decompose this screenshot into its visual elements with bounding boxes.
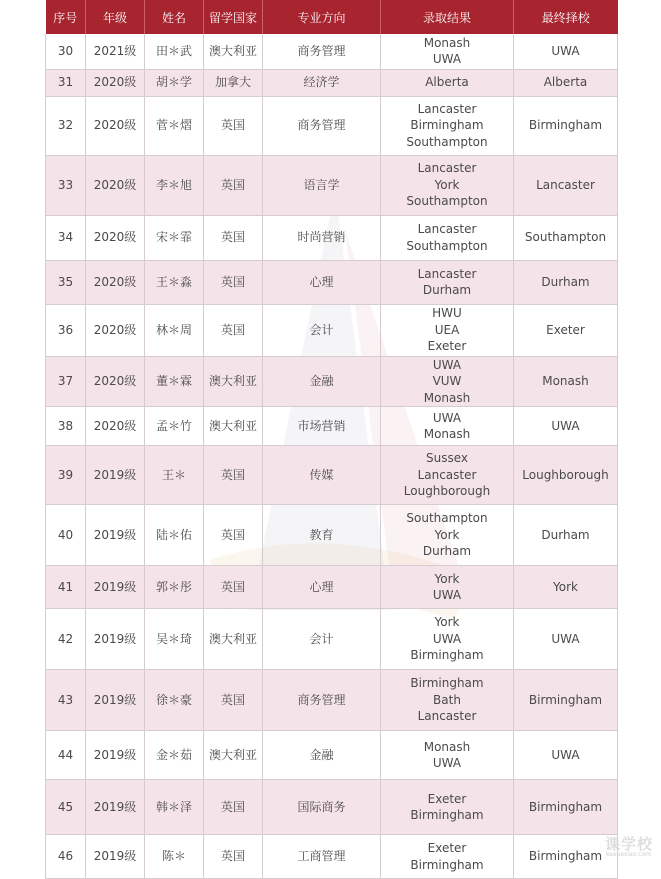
result-school: Lancaster [417,101,477,116]
result-school: UWA [432,631,462,646]
cell-final-choice: Birmingham [514,96,618,155]
cell-index: 40 [46,505,86,566]
result-school: UWA [432,52,462,67]
cell-index: 36 [46,304,86,356]
result-school: Southampton [406,511,488,526]
table-row [46,835,618,879]
cell-country: 英国 [204,215,263,260]
result-school: Lancaster [417,709,477,724]
cell-final-choice: Durham [514,260,618,304]
cell-grade: 2020级 [86,155,145,215]
table-row [46,356,618,407]
table-row [46,670,618,731]
result-school: York [434,177,460,192]
result-school: Monash [423,390,471,405]
cell-grade: 2019级 [86,566,145,609]
header-name: 姓名 [145,0,204,34]
cell-index: 31 [46,69,86,96]
cell-final-choice: Lancaster [514,155,618,215]
result-school: UWA [432,756,462,770]
cell-major: 市场营销 [263,407,381,446]
admissions-table-container [45,0,617,872]
cell-index: 44 [46,731,86,780]
cell-results [381,356,514,407]
cell-results [381,566,514,609]
table-row [46,155,618,215]
site-url: kexuexiao.com [606,851,651,858]
cell-name: 林＊周 [145,304,204,356]
result-school: Bath [433,692,461,707]
table-row [46,609,618,670]
cell-index: 38 [46,407,86,446]
cell-results [381,609,514,670]
table-row [46,34,618,69]
cell-results [381,96,514,155]
cell-name: 王＊淼 [145,260,204,304]
site-logo: 课学校 [604,835,653,853]
table-row [46,407,618,446]
cell-grade: 2019级 [86,731,145,780]
cell-country: 英国 [204,446,263,505]
result-school: HWU [432,306,462,321]
cell-name: 田＊武 [145,34,204,69]
cell-major: 经济学 [263,69,381,96]
cell-name: 郭＊彤 [145,566,204,609]
cell-final-choice: UWA [514,731,618,780]
cell-index: 43 [46,670,86,731]
result-school: Birmingham [410,648,484,663]
cell-country: 英国 [204,566,263,609]
cell-country: 英国 [204,96,263,155]
cell-name: 陈＊ [145,835,204,879]
cell-final-choice: Southampton [514,215,618,260]
result-school: Monash [423,35,471,50]
cell-name: 李＊旭 [145,155,204,215]
result-school: Monash [423,739,471,754]
cell-final-choice: UWA [514,407,618,446]
cell-country: 英国 [204,304,263,356]
result-school: Birmingham [410,118,484,133]
cell-index: 37 [46,356,86,407]
cell-index: 45 [46,780,86,835]
cell-results [381,505,514,566]
cell-country: 澳大利亚 [204,407,263,446]
cell-results [381,670,514,731]
cell-major: 金融 [263,356,381,407]
admissions-table [45,0,618,879]
result-school: York [434,571,460,586]
cell-results [381,835,514,879]
table-row [46,566,618,609]
cell-final-choice: Exeter [514,304,618,356]
result-school: Loughborough [403,484,491,499]
cell-major: 会计 [263,609,381,670]
cell-grade: 2019级 [86,670,145,731]
result-school: Exeter [427,339,467,354]
cell-grade: 2019级 [86,609,145,670]
result-school: UEA [434,322,460,337]
cell-name: 韩＊泽 [145,780,204,835]
result-school: Birmingham [410,808,484,822]
cell-country: 澳大利亚 [204,356,263,407]
cell-name: 胡＊学 [145,69,204,96]
table-row [46,69,618,96]
result-school: VUW [432,374,462,388]
cell-name: 菅＊熠 [145,96,204,155]
cell-grade: 2020级 [86,215,145,260]
cell-final-choice: Alberta [514,69,618,96]
cell-country: 澳大利亚 [204,609,263,670]
cell-name: 金＊茹 [145,731,204,780]
cell-results [381,34,514,69]
cell-major: 金融 [263,731,381,780]
header-results: 录取结果 [381,0,514,34]
cell-index: 39 [46,446,86,505]
cell-final-choice: Durham [514,505,618,566]
cell-grade: 2020级 [86,304,145,356]
cell-results [381,780,514,835]
cell-final-choice: UWA [514,34,618,69]
result-school: Birmingham [410,857,484,872]
result-school: UWA [432,410,462,425]
cell-results [381,260,514,304]
cell-major: 工商管理 [263,835,381,879]
cell-results [381,304,514,356]
cell-major: 商务管理 [263,96,381,155]
result-school: Birmingham [410,676,484,691]
cell-grade: 2019级 [86,505,145,566]
result-school: Monash [423,427,471,441]
cell-grade: 2020级 [86,69,145,96]
result-school: Exeter [427,841,467,855]
cell-country: 英国 [204,260,263,304]
cell-index: 42 [46,609,86,670]
table-row [46,780,618,835]
cell-country: 澳大利亚 [204,731,263,780]
cell-country: 英国 [204,670,263,731]
result-school: Southampton [406,134,488,149]
result-school: Lancaster [417,266,477,281]
cell-country: 加拿大 [204,69,263,96]
cell-index: 32 [46,96,86,155]
result-school: Southampton [406,194,488,209]
cell-name: 徐＊豪 [145,670,204,731]
cell-country: 澳大利亚 [204,34,263,69]
cell-results [381,446,514,505]
table-header-row [46,0,618,34]
cell-grade: 2020级 [86,96,145,155]
table-row [46,446,618,505]
cell-grade: 2020级 [86,407,145,446]
table-row [46,260,618,304]
result-school: Lancaster [417,467,477,482]
cell-grade: 2020级 [86,260,145,304]
cell-name: 王＊ [145,446,204,505]
cell-name: 董＊霖 [145,356,204,407]
table-row [46,304,618,356]
cell-grade: 2019级 [86,446,145,505]
result-school: York [434,615,460,630]
table-row [46,96,618,155]
header-index: 序号 [46,0,86,34]
cell-name: 吴＊琦 [145,609,204,670]
result-school: Southampton [406,238,488,253]
cell-final-choice: Birmingham [514,780,618,835]
cell-major: 语言学 [263,155,381,215]
cell-results [381,69,514,96]
header-final-choice: 最终择校 [514,0,618,34]
cell-index: 46 [46,835,86,879]
result-school: UWA [432,588,462,602]
cell-grade: 2020级 [86,356,145,407]
cell-final-choice: UWA [514,609,618,670]
cell-country: 英国 [204,155,263,215]
table-row [46,505,618,566]
table-body [46,34,618,879]
cell-results [381,731,514,780]
cell-country: 英国 [204,505,263,566]
cell-name: 陆＊佑 [145,505,204,566]
result-school: Durham [422,283,472,297]
cell-major: 会计 [263,304,381,356]
table-row [46,215,618,260]
result-school: Alberta [425,75,469,90]
cell-major: 商务管理 [263,670,381,731]
result-school: UWA [432,357,462,372]
cell-grade: 2021级 [86,34,145,69]
cell-final-choice: Loughborough [514,446,618,505]
cell-grade: 2019级 [86,780,145,835]
cell-index: 30 [46,34,86,69]
cell-major: 时尚营销 [263,215,381,260]
cell-country: 英国 [204,835,263,879]
cell-final-choice: Birmingham [514,835,618,879]
result-school: Lancaster [417,222,477,236]
cell-name: 宋＊霏 [145,215,204,260]
header-country: 留学国家 [204,0,263,34]
result-school: York [434,527,460,542]
result-school: Durham [422,544,472,559]
result-school: Sussex [426,451,468,466]
cell-major: 商务管理 [263,34,381,69]
header-major: 专业方向 [263,0,381,34]
cell-grade: 2019级 [86,835,145,879]
cell-index: 35 [46,260,86,304]
cell-results [381,155,514,215]
cell-index: 41 [46,566,86,609]
cell-major: 教育 [263,505,381,566]
cell-index: 33 [46,155,86,215]
cell-major: 心理 [263,566,381,609]
cell-major: 传媒 [263,446,381,505]
table-row [46,731,618,780]
cell-final-choice: York [514,566,618,609]
cell-major: 国际商务 [263,780,381,835]
cell-index: 34 [46,215,86,260]
cell-country: 英国 [204,780,263,835]
cell-name: 孟＊竹 [145,407,204,446]
cell-results [381,407,514,446]
result-school: Exeter [427,791,467,806]
result-school: Lancaster [417,161,477,176]
cell-results [381,215,514,260]
cell-final-choice: Birmingham [514,670,618,731]
cell-major: 心理 [263,260,381,304]
cell-final-choice: Monash [514,356,618,407]
header-grade: 年级 [86,0,145,34]
